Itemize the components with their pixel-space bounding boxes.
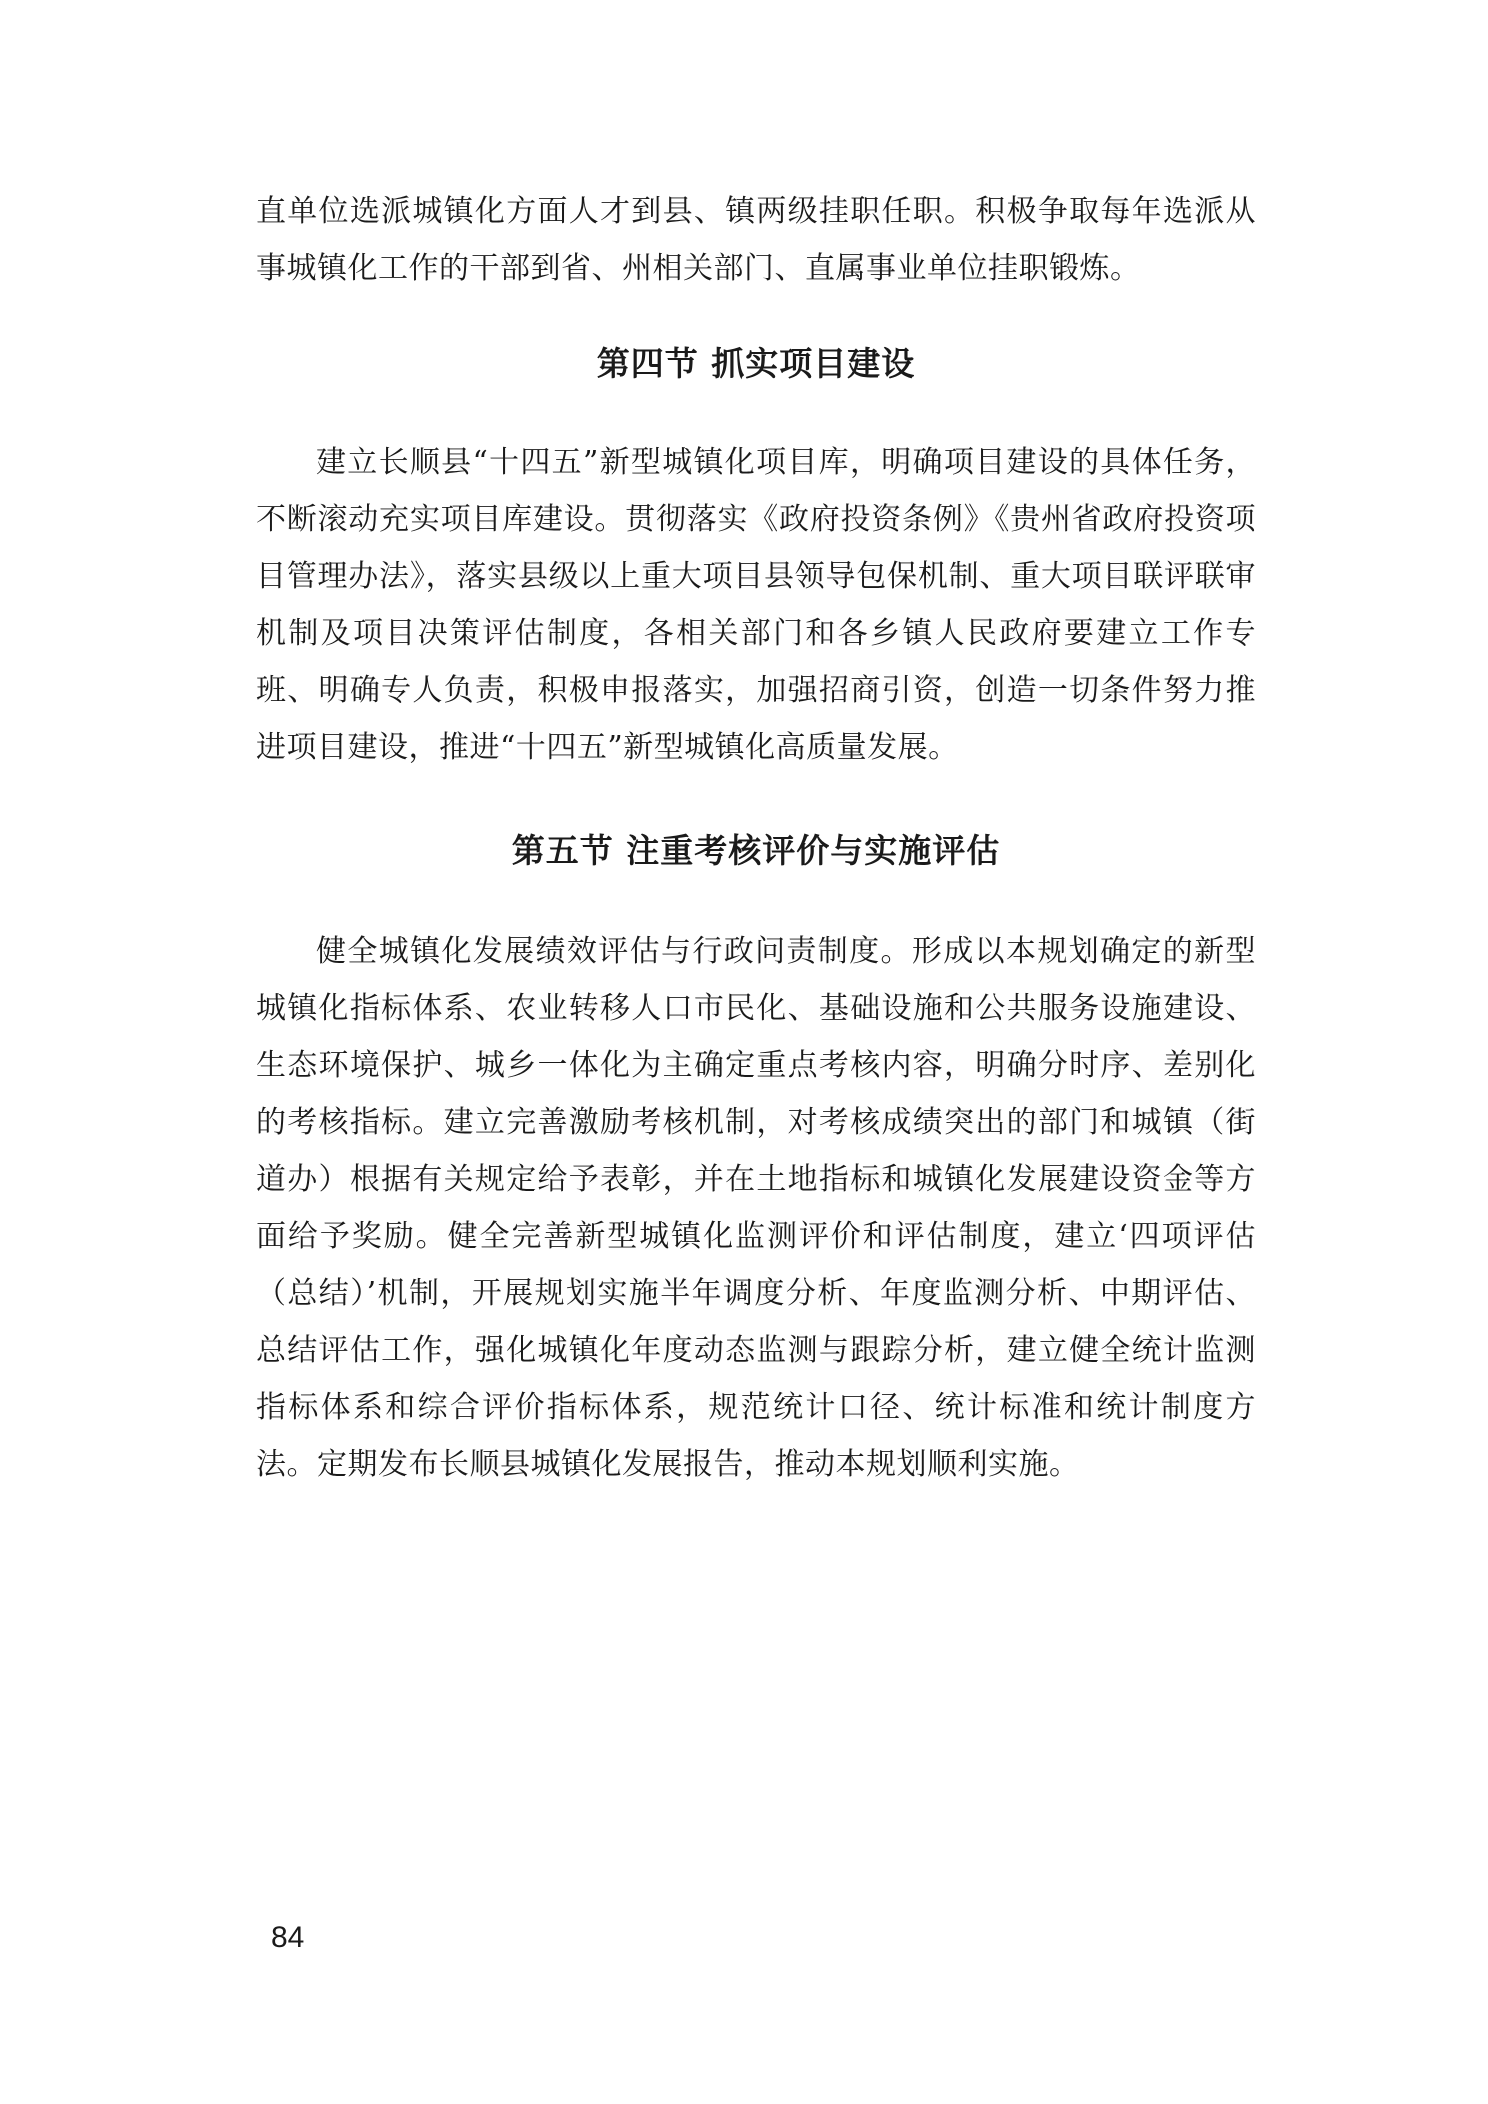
section-heading-5: 第五节 注重考核评价与实施评估 bbox=[511, 831, 1001, 870]
intro-paragraph: 直单位选派城镇化方面人才到县、镇两级挂职任职。积极争取每年选派从事城镇化工作的干部到省、州相关部门、直属事业单位挂职锻炼。 bbox=[256, 194, 1256, 286]
section-heading-4: 第四节 抓实项目建设 bbox=[596, 344, 916, 383]
section-5-paragraph: 健全城镇化发展绩效评估与行政问责制度。形成以本规划确定的新型城镇化指标体系、农业转移人口市民化、基础设施和公共服务设施建设、生态环境保护、城乡一体化为主确定重点考核内容，明确分时序、差别化的考核指标。建立完善激励考核机制，对考核成绩突出的部门和城镇（街道办）根据有关规定给予表彰，并在土地指标和城镇化发展建设资金等方面给予奖励。健全完善新型城镇化监测评价和评估制度，建立‘四项评估（总结）’机制，开展规划实施半年调度分析、年度监测分析、中期评估、总结评估工作，强化城镇化年度动态监测与跟踪分析，建立健全统计监测指标体系和综合评价指标体系，规范统计口径、统计标准和统计制度方法。定期发布长顺县城镇化发展报告，推动本规划顺利实施。 bbox=[256, 934, 1256, 1482]
page-number: 84 bbox=[271, 1921, 305, 1954]
section-4-paragraph: 建立长顺县“十四五”新型城镇化项目库，明确项目建设的具体任务，不断滚动充实项目库建设。贯彻落实《政府投资条例》《贵州省政府投资项目管理办法》，落实县级以上重大项目县领导包保机制、重大项目联评联审机制及项目决策评估制度，各相关部门和各乡镇人民政府要建立工作专班、明确专人负责，积极申报落实，加强招商引资，创造一切条件努力推进项目建设，推进“十四五”新型城镇化高质量发展。 bbox=[256, 445, 1256, 765]
page-content bbox=[256, 183, 1256, 1493]
